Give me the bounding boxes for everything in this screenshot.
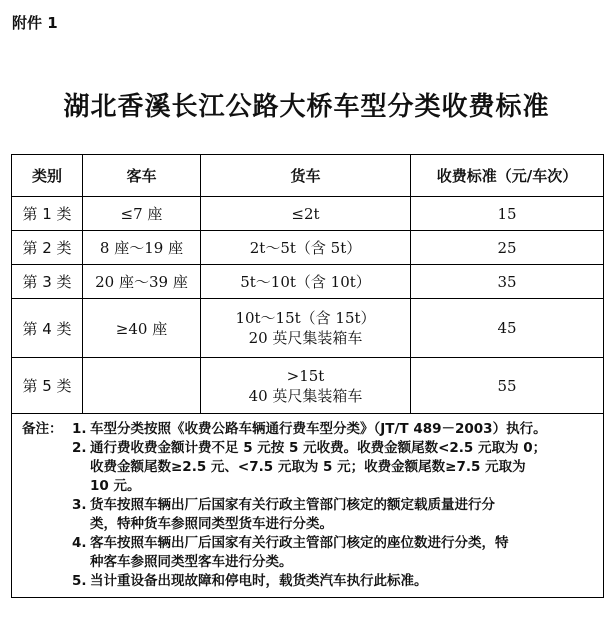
truck-line: 2t～5t（含 5t） [249,238,362,257]
note-line: 种客车参照同类型客车进行分类。 [90,554,293,570]
table-row [12,299,604,358]
note-number: 3. [72,497,87,513]
notes [22,420,595,591]
row-bus [83,358,201,414]
truck-line: 5t～10t（含 10t） [240,272,371,291]
note-number: 4. [72,535,87,551]
note-item [22,572,595,591]
row-fee: 45 [411,299,604,358]
row-category: 第 4 类 [12,299,83,358]
row-truck [201,358,411,414]
truck-line: 40 英尺集装箱车 [248,386,363,405]
table-row [12,358,604,414]
row-fee: 55 [411,358,604,414]
row-bus: 8 座～19 座 [83,231,201,265]
header-fee: 收费标准（元/车次） [411,155,604,197]
note-line: 车型分类按照《收费公路车辆通行费车型分类》（JT/T 489－2003）执行。 [90,421,547,437]
note-line: 当计重设备出现故障和停电时，载货类汽车执行此标准。 [90,573,428,589]
notes-row [12,414,604,598]
row-fee: 35 [411,265,604,299]
note-number: 1. [72,421,87,437]
header-category: 类别 [12,155,83,197]
row-fee: 25 [411,231,604,265]
row-bus: ≤7 座 [83,197,201,231]
truck-line: ≤2t [291,204,320,223]
row-category: 第 3 类 [12,265,83,299]
row-bus: 20 座～39 座 [83,265,201,299]
note-item [22,534,595,572]
notes-label: 备注： [22,421,63,437]
note-item [22,439,595,496]
notes-cell [12,414,604,598]
note-line: 货车按照车辆出厂后国家有关行政主管部门核定的额定载质量进行分 [90,497,495,513]
note-line: 收费金额尾数≥2.5 元、<7.5 元取为 5 元；收费金额尾数≥7.5 元取为 [90,459,526,475]
note-line: 通行费收费金额计费不足 5 元按 5 元收费。收费金额尾数<2.5 元取为 0； [90,440,547,456]
fee-table [11,154,604,598]
row-truck [201,299,411,358]
note-item [22,420,595,439]
table-row [12,231,604,265]
row-truck [201,197,411,231]
note-number: 5. [72,573,87,589]
header-bus: 客车 [83,155,201,197]
document-title: 湖北香溪长江公路大桥车型分类收费标准 [63,92,550,122]
row-category: 第 5 类 [12,358,83,414]
note-item [22,496,595,534]
table-row [12,197,604,231]
truck-line: 20 英尺集装箱车 [248,329,363,347]
note-line: 类，特种货车参照同类型货车进行分类。 [90,516,333,532]
truck-line: >15t [286,366,325,385]
truck-line: 10t～15t（含 15t） [235,309,376,327]
row-truck [201,231,411,265]
note-number: 2. [72,440,87,456]
note-line: 客车按照车辆出厂后国家有关行政主管部门核定的座位数进行分类，特 [90,535,509,551]
attachment-label: 附件 1 [12,14,58,32]
row-category: 第 2 类 [12,231,83,265]
row-fee: 15 [411,197,604,231]
row-bus: ≥40 座 [83,299,201,358]
row-truck [201,265,411,299]
table-header-row [12,155,604,197]
note-line: 10 元。 [90,478,141,494]
row-category: 第 1 类 [12,197,83,231]
header-truck: 货车 [201,155,411,197]
table-row [12,265,604,299]
